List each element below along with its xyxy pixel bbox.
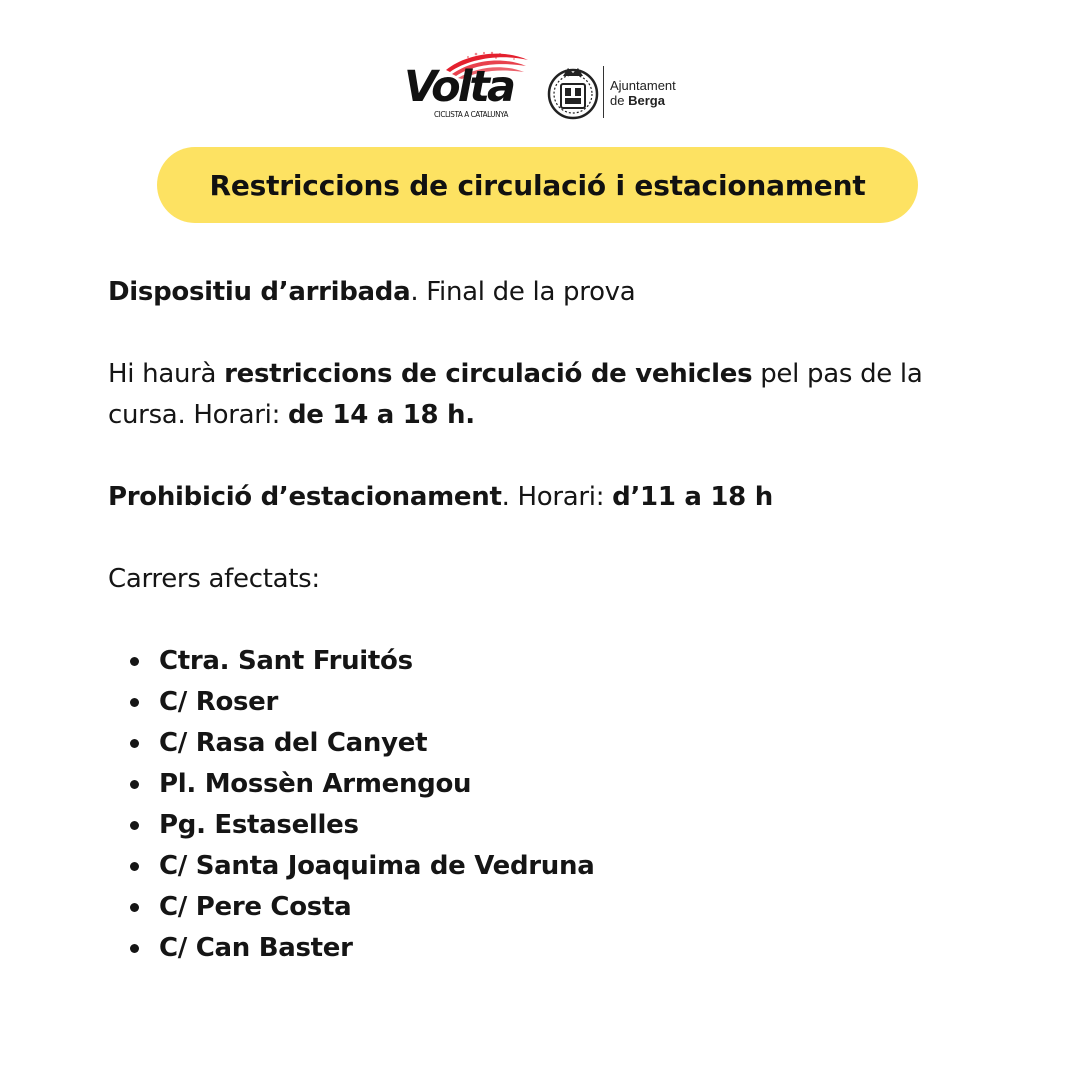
page-title: Restriccions de circulació i estacionament [209, 168, 866, 202]
parking-hours: d’11 a 18 h [612, 482, 773, 512]
arrival-label: Dispositiu d’arribada [108, 277, 411, 307]
traffic-restriction: restriccions de circulació de vehicles [224, 359, 753, 389]
bullet-icon [130, 780, 139, 789]
list-item [130, 682, 988, 723]
list-item [130, 764, 988, 805]
volta-wordmark: Volta [404, 62, 514, 112]
list-item [130, 887, 988, 928]
traffic-pre: Hi haurà [108, 359, 225, 389]
berga-line-2 [610, 93, 676, 108]
street-name: Ctra. Sant Fruitós [159, 646, 413, 676]
parking-mid: . Horari: [501, 482, 613, 512]
bullet-icon [130, 944, 139, 953]
street-name: C/ Pere Costa [159, 892, 352, 922]
parking-label: Prohibició d’estacionament [108, 482, 502, 512]
volta-subtitle: CICLISTA A CATALUNYA [434, 110, 509, 119]
logo-divider [603, 66, 604, 118]
list-item [130, 723, 988, 764]
bullet-icon [130, 862, 139, 871]
berga-logo [546, 62, 686, 122]
street-name: C/ Roser [159, 687, 279, 717]
traffic-paragraph [108, 354, 988, 436]
parking-paragraph [108, 477, 988, 518]
street-name: C/ Rasa del Canyet [159, 728, 428, 758]
volta-logo [400, 48, 530, 124]
list-item [130, 641, 988, 682]
berga-line-2-bold: Berga [628, 93, 665, 108]
traffic-hours: de 14 a 18 h. [288, 400, 475, 430]
berga-crest-icon [546, 62, 600, 120]
list-item [130, 805, 988, 846]
bullet-icon [130, 657, 139, 666]
street-name: Pl. Mossèn Armengou [159, 769, 472, 799]
street-name: C/ Can Baster [159, 933, 353, 963]
street-name: C/ Santa Joaquima de Vedruna [159, 851, 595, 881]
arrival-paragraph [108, 272, 988, 313]
arrival-text: . Final de la prova [410, 277, 636, 307]
affected-streets-list [108, 641, 988, 969]
berga-line-1: Ajuntament [610, 78, 676, 93]
bullet-icon [130, 903, 139, 912]
streets-heading: Carrers afectats: [108, 564, 320, 594]
header-logos [0, 48, 1080, 128]
street-name: Pg. Estaselles [159, 810, 359, 840]
notice-body [108, 272, 988, 969]
berga-name [610, 78, 676, 108]
traffic-mid: pel pas de la cursa. Horari: [108, 359, 923, 430]
bullet-icon [130, 739, 139, 748]
bullet-icon [130, 698, 139, 707]
bullet-icon [130, 821, 139, 830]
list-item [130, 928, 988, 969]
berga-line-2-prefix: de [610, 93, 629, 108]
title-banner [157, 147, 918, 223]
list-item [130, 846, 988, 887]
